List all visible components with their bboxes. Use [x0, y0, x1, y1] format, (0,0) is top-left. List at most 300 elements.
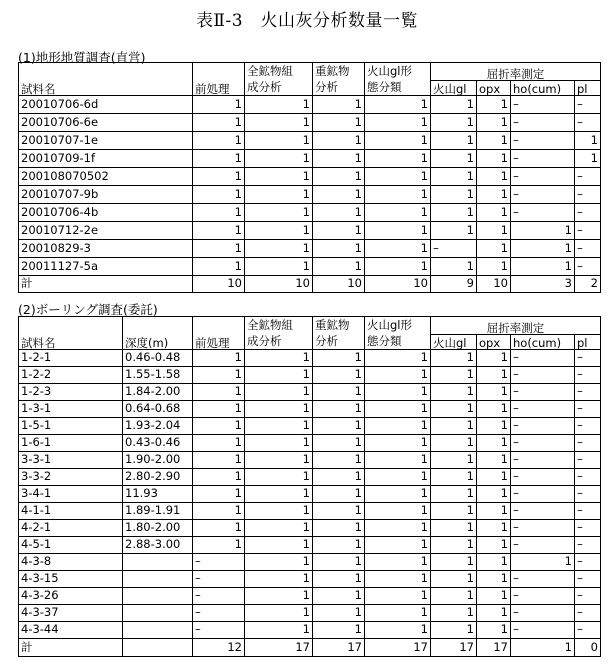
cell-heavy-mineral: 1: [313, 469, 365, 486]
cell-total-mineral: 1: [245, 367, 313, 384]
cell-total-mineral: 1: [245, 554, 313, 571]
cell-sample-name: 4-3-44: [19, 622, 123, 639]
header-opx: opx: [477, 335, 511, 350]
cell-volcanic-glass: 1: [431, 150, 477, 168]
cell-pretreatment: 1: [193, 469, 245, 486]
cell-depth: 0.64-0.68: [123, 401, 193, 418]
cell-glass-morphology: 1: [365, 486, 431, 503]
cell-sample-name: 4-3-26: [19, 588, 123, 605]
cell-pl: –: [575, 114, 601, 132]
cell-pretreatment: –: [193, 571, 245, 588]
table-row: [19, 96, 601, 114]
cell-depth: 2.80-2.90: [123, 469, 193, 486]
cell-volcanic-glass: 1: [431, 588, 477, 605]
cell-ho-cum: –: [511, 401, 575, 418]
cell-volcanic-glass: 1: [431, 401, 477, 418]
header-pretreatment: 前処理: [193, 317, 245, 350]
cell-pl: –: [575, 622, 601, 639]
table-row: [19, 222, 601, 240]
cell-glass-morphology: 1: [365, 258, 431, 276]
cell-volcanic-glass: 1: [431, 222, 477, 240]
cell-ho-cum: –: [511, 486, 575, 503]
cell-volcanic-glass: 1: [431, 418, 477, 435]
cell-ho-cum: –: [511, 114, 575, 132]
cell-depth: 1.84-2.00: [123, 384, 193, 401]
cell-heavy-mineral: 1: [313, 486, 365, 503]
table-row: [19, 418, 601, 435]
cell-volcanic-glass: 1: [431, 605, 477, 622]
cell-volcanic-glass: –: [431, 240, 477, 258]
cell-ho-cum: –: [511, 186, 575, 204]
cell-ho-cum: –: [511, 503, 575, 520]
table-boring-survey: [18, 316, 601, 657]
cell-opx: 17: [477, 639, 511, 657]
cell-ho-cum: –: [511, 435, 575, 452]
cell-volcanic-glass: 1: [431, 132, 477, 150]
cell-depth: 0.43-0.46: [123, 435, 193, 452]
cell-total-mineral: 1: [245, 622, 313, 639]
cell-ho-cum: 1: [511, 222, 575, 240]
cell-total-mineral: 1: [245, 186, 313, 204]
cell-glass-morphology: 17: [365, 639, 431, 657]
cell-ho-cum: –: [511, 520, 575, 537]
cell-total-mineral: 1: [245, 452, 313, 469]
cell-glass-morphology: 1: [365, 132, 431, 150]
cell-pretreatment: –: [193, 554, 245, 571]
cell-total-mineral: 1: [245, 486, 313, 503]
cell-pretreatment: 1: [193, 435, 245, 452]
table-row: [19, 503, 601, 520]
cell-glass-morphology: 1: [365, 554, 431, 571]
table-row: [19, 588, 601, 605]
cell-heavy-mineral: 1: [313, 503, 365, 520]
table-row: [19, 114, 601, 132]
cell-pretreatment: –: [193, 622, 245, 639]
cell-pl: –: [575, 350, 601, 367]
cell-total-mineral: 1: [245, 168, 313, 186]
cell-depth: [123, 588, 193, 605]
total-row: [19, 639, 601, 657]
cell-depth: 0.46-0.48: [123, 350, 193, 367]
cell-opx: 1: [477, 350, 511, 367]
cell-ho-cum: 1: [511, 554, 575, 571]
cell-pretreatment: 1: [193, 240, 245, 258]
cell-pl: –: [575, 469, 601, 486]
cell-glass-morphology: 1: [365, 605, 431, 622]
cell-ho-cum: 1: [511, 639, 575, 657]
cell-pretreatment: 1: [193, 486, 245, 503]
cell-volcanic-glass: 1: [431, 469, 477, 486]
header-heavy-mineral: 重鉱物 分析: [313, 317, 365, 350]
cell-pretreatment: 1: [193, 401, 245, 418]
table-row: [19, 401, 601, 418]
cell-sample-name: 1-6-1: [19, 435, 123, 452]
cell-total-mineral: 1: [245, 222, 313, 240]
cell-pl: –: [575, 204, 601, 222]
cell-opx: 1: [477, 554, 511, 571]
cell-pretreatment: 1: [193, 222, 245, 240]
cell-opx: 1: [477, 132, 511, 150]
cell-glass-morphology: 1: [365, 503, 431, 520]
cell-depth: 1.93-2.04: [123, 418, 193, 435]
table-row: [19, 350, 601, 367]
cell-volcanic-glass: 1: [431, 452, 477, 469]
cell-depth: 1.55-1.58: [123, 367, 193, 384]
cell-pretreatment: 1: [193, 96, 245, 114]
cell-pretreatment: 1: [193, 204, 245, 222]
cell-heavy-mineral: 1: [313, 571, 365, 588]
cell-pl: –: [575, 452, 601, 469]
cell-total-mineral: 10: [245, 276, 313, 293]
cell-pl: –: [575, 258, 601, 276]
cell-ho-cum: –: [511, 204, 575, 222]
cell-sample-name: 4-1-1: [19, 503, 123, 520]
cell-ho-cum: –: [511, 605, 575, 622]
cell-sample-name: 1-5-1: [19, 418, 123, 435]
cell-pl: –: [575, 222, 601, 240]
cell-total-mineral: 1: [245, 258, 313, 276]
cell-heavy-mineral: 1: [313, 537, 365, 554]
cell-heavy-mineral: 1: [313, 452, 365, 469]
cell-opx: 1: [477, 452, 511, 469]
cell-opx: 1: [477, 503, 511, 520]
cell-opx: 1: [477, 486, 511, 503]
cell-total-mineral: 1: [245, 435, 313, 452]
total-row: [19, 276, 601, 293]
cell-volcanic-glass: 1: [431, 114, 477, 132]
table-row: [19, 435, 601, 452]
cell-sample-name: 計: [19, 639, 123, 657]
table-row: [19, 520, 601, 537]
header-glass-morphology: 火山gl形 態分類: [365, 63, 431, 96]
cell-opx: 1: [477, 588, 511, 605]
table-row: [19, 452, 601, 469]
cell-pl: –: [575, 605, 601, 622]
cell-volcanic-glass: 17: [431, 639, 477, 657]
cell-total-mineral: 17: [245, 639, 313, 657]
cell-sample-name: 20010706-6d: [19, 96, 193, 114]
cell-depth: 1.89-1.91: [123, 503, 193, 520]
cell-volcanic-glass: 1: [431, 435, 477, 452]
cell-heavy-mineral: 1: [313, 204, 365, 222]
cell-pretreatment: 1: [193, 132, 245, 150]
cell-total-mineral: 1: [245, 469, 313, 486]
cell-opx: 1: [477, 222, 511, 240]
cell-volcanic-glass: 1: [431, 204, 477, 222]
cell-depth: [123, 571, 193, 588]
cell-volcanic-glass: 1: [431, 96, 477, 114]
cell-sample-name: 20010706-6e: [19, 114, 193, 132]
cell-glass-morphology: 1: [365, 537, 431, 554]
cell-volcanic-glass: 1: [431, 486, 477, 503]
cell-volcanic-glass: 1: [431, 537, 477, 554]
cell-ho-cum: –: [511, 384, 575, 401]
table-row: [19, 186, 601, 204]
cell-pretreatment: –: [193, 588, 245, 605]
header-ho-cum: ho(cum): [511, 81, 575, 96]
cell-volcanic-glass: 1: [431, 554, 477, 571]
cell-pretreatment: 10: [193, 276, 245, 293]
cell-heavy-mineral: 1: [313, 132, 365, 150]
cell-total-mineral: 1: [245, 384, 313, 401]
cell-heavy-mineral: 1: [313, 418, 365, 435]
cell-volcanic-glass: 1: [431, 350, 477, 367]
cell-glass-morphology: 1: [365, 204, 431, 222]
table-row: [19, 605, 601, 622]
cell-glass-morphology: 1: [365, 520, 431, 537]
cell-glass-morphology: 1: [365, 222, 431, 240]
cell-heavy-mineral: 1: [313, 605, 365, 622]
table-row: [19, 554, 601, 571]
cell-sample-name: 4-3-15: [19, 571, 123, 588]
cell-heavy-mineral: 1: [313, 150, 365, 168]
cell-depth: [123, 554, 193, 571]
cell-pretreatment: 1: [193, 114, 245, 132]
header-opx: opx: [477, 81, 511, 96]
cell-pl: –: [575, 486, 601, 503]
cell-ho-cum: –: [511, 168, 575, 186]
cell-volcanic-glass: 1: [431, 622, 477, 639]
cell-total-mineral: 1: [245, 150, 313, 168]
cell-heavy-mineral: 1: [313, 222, 365, 240]
cell-heavy-mineral: 1: [313, 367, 365, 384]
cell-sample-name: 1-2-2: [19, 367, 123, 384]
cell-opx: 1: [477, 401, 511, 418]
cell-glass-morphology: 1: [365, 168, 431, 186]
cell-opx: 1: [477, 622, 511, 639]
cell-pretreatment: 1: [193, 168, 245, 186]
cell-glass-morphology: 1: [365, 401, 431, 418]
cell-pl: 1: [575, 150, 601, 168]
cell-pl: –: [575, 186, 601, 204]
cell-glass-morphology: 1: [365, 452, 431, 469]
cell-glass-morphology: 1: [365, 186, 431, 204]
cell-pl: 0: [575, 639, 601, 657]
cell-glass-morphology: 1: [365, 114, 431, 132]
cell-opx: 1: [477, 96, 511, 114]
cell-opx: 1: [477, 367, 511, 384]
cell-depth: [123, 639, 193, 657]
cell-opx: 1: [477, 605, 511, 622]
cell-pretreatment: 1: [193, 350, 245, 367]
cell-volcanic-glass: 1: [431, 571, 477, 588]
cell-heavy-mineral: 1: [313, 350, 365, 367]
cell-sample-name: 20010712-2e: [19, 222, 193, 240]
cell-depth: [123, 605, 193, 622]
cell-pl: –: [575, 367, 601, 384]
cell-total-mineral: 1: [245, 350, 313, 367]
header-refraction: 屈折率測定: [431, 317, 601, 335]
header-glass-morphology: 火山gl形 態分類: [365, 317, 431, 350]
cell-ho-cum: –: [511, 150, 575, 168]
cell-opx: 1: [477, 114, 511, 132]
table-row: [19, 150, 601, 168]
cell-volcanic-glass: 1: [431, 258, 477, 276]
table-row: [19, 258, 601, 276]
header-pl: pl: [575, 81, 601, 96]
cell-sample-name: 20010707-9b: [19, 186, 193, 204]
cell-heavy-mineral: 1: [313, 588, 365, 605]
cell-glass-morphology: 10: [365, 276, 431, 293]
cell-ho-cum: –: [511, 622, 575, 639]
cell-opx: 1: [477, 384, 511, 401]
cell-pretreatment: 1: [193, 150, 245, 168]
cell-volcanic-glass: 9: [431, 276, 477, 293]
cell-glass-morphology: 1: [365, 384, 431, 401]
cell-pl: –: [575, 168, 601, 186]
table-row: [19, 571, 601, 588]
cell-ho-cum: –: [511, 367, 575, 384]
header-ho-cum: ho(cum): [511, 335, 575, 350]
header-refraction: 屈折率測定: [431, 63, 601, 81]
cell-glass-morphology: 1: [365, 367, 431, 384]
cell-pl: –: [575, 384, 601, 401]
table-row: [19, 367, 601, 384]
cell-sample-name: 20010829-3: [19, 240, 193, 258]
cell-sample-name: 4-3-8: [19, 554, 123, 571]
cell-pretreatment: 1: [193, 384, 245, 401]
cell-opx: 10: [477, 276, 511, 293]
cell-sample-name: 20010706-4b: [19, 204, 193, 222]
cell-glass-morphology: 1: [365, 418, 431, 435]
cell-pl: –: [575, 571, 601, 588]
cell-heavy-mineral: 17: [313, 639, 365, 657]
table-row: [19, 240, 601, 258]
cell-pretreatment: 1: [193, 258, 245, 276]
header-sample: 試料名: [19, 317, 123, 350]
cell-heavy-mineral: 1: [313, 96, 365, 114]
cell-sample-name: 4-2-1: [19, 520, 123, 537]
cell-heavy-mineral: 1: [313, 114, 365, 132]
cell-glass-morphology: 1: [365, 622, 431, 639]
cell-opx: 1: [477, 469, 511, 486]
cell-pl: 2: [575, 276, 601, 293]
cell-total-mineral: 1: [245, 96, 313, 114]
cell-heavy-mineral: 1: [313, 520, 365, 537]
cell-pl: –: [575, 96, 601, 114]
header-pretreatment: 前処理: [193, 63, 245, 96]
cell-opx: 1: [477, 520, 511, 537]
cell-pretreatment: 1: [193, 503, 245, 520]
cell-sample-name: 200108070502: [19, 168, 193, 186]
cell-pl: –: [575, 418, 601, 435]
cell-opx: 1: [477, 186, 511, 204]
cell-ho-cum: –: [511, 96, 575, 114]
header-volcanic-glass: 火山gl: [431, 81, 477, 96]
cell-total-mineral: 1: [245, 605, 313, 622]
table-row: [19, 168, 601, 186]
table-row: [19, 132, 601, 150]
header-total-mineral: 全鉱物組 成分析: [245, 317, 313, 350]
cell-heavy-mineral: 1: [313, 554, 365, 571]
cell-ho-cum: –: [511, 588, 575, 605]
header-pl: pl: [575, 335, 601, 350]
cell-sample-name: 3-4-1: [19, 486, 123, 503]
cell-opx: 1: [477, 204, 511, 222]
cell-sample-name: 1-2-1: [19, 350, 123, 367]
cell-pl: –: [575, 503, 601, 520]
cell-heavy-mineral: 1: [313, 384, 365, 401]
cell-ho-cum: –: [511, 350, 575, 367]
cell-pl: –: [575, 520, 601, 537]
cell-total-mineral: 1: [245, 204, 313, 222]
cell-glass-morphology: 1: [365, 150, 431, 168]
cell-pretreatment: 1: [193, 418, 245, 435]
page-title: 表Ⅱ-3 火山灰分析数量一覧: [195, 11, 419, 31]
cell-heavy-mineral: 1: [313, 258, 365, 276]
cell-ho-cum: –: [511, 571, 575, 588]
table-row: [19, 537, 601, 554]
cell-heavy-mineral: 1: [313, 435, 365, 452]
header-depth: 深度(m): [123, 317, 193, 350]
cell-pl: –: [575, 588, 601, 605]
cell-heavy-mineral: 1: [313, 622, 365, 639]
table-row: [19, 204, 601, 222]
cell-pl: 1: [575, 132, 601, 150]
cell-total-mineral: 1: [245, 401, 313, 418]
cell-ho-cum: –: [511, 537, 575, 554]
cell-opx: 1: [477, 240, 511, 258]
cell-depth: 2.88-3.00: [123, 537, 193, 554]
cell-sample-name: 20011127-5a: [19, 258, 193, 276]
cell-heavy-mineral: 1: [313, 168, 365, 186]
cell-total-mineral: 1: [245, 132, 313, 150]
table-field-survey: [18, 62, 601, 293]
cell-opx: 1: [477, 258, 511, 276]
cell-depth: [123, 622, 193, 639]
cell-glass-morphology: 1: [365, 588, 431, 605]
cell-pl: –: [575, 240, 601, 258]
cell-sample-name: 3-3-1: [19, 452, 123, 469]
cell-volcanic-glass: 1: [431, 367, 477, 384]
header-total-mineral: 全鉱物組 成分析: [245, 63, 313, 96]
cell-pretreatment: 1: [193, 537, 245, 554]
cell-volcanic-glass: 1: [431, 168, 477, 186]
cell-depth: 11.93: [123, 486, 193, 503]
cell-heavy-mineral: 10: [313, 276, 365, 293]
table-row: [19, 384, 601, 401]
cell-sample-name: 計: [19, 276, 193, 293]
cell-sample-name: 1-2-3: [19, 384, 123, 401]
table-row: [19, 486, 601, 503]
cell-sample-name: 4-5-1: [19, 537, 123, 554]
cell-opx: 1: [477, 435, 511, 452]
cell-sample-name: 1-3-1: [19, 401, 123, 418]
cell-volcanic-glass: 1: [431, 520, 477, 537]
cell-total-mineral: 1: [245, 418, 313, 435]
cell-pl: –: [575, 435, 601, 452]
cell-opx: 1: [477, 418, 511, 435]
cell-pretreatment: 1: [193, 520, 245, 537]
cell-glass-morphology: 1: [365, 435, 431, 452]
cell-glass-morphology: 1: [365, 240, 431, 258]
cell-heavy-mineral: 1: [313, 240, 365, 258]
header-heavy-mineral: 重鉱物 分析: [313, 63, 365, 96]
header-sample: 試料名: [19, 63, 193, 96]
table-row: [19, 469, 601, 486]
header-volcanic-glass: 火山gl: [431, 335, 477, 350]
cell-sample-name: 3-3-2: [19, 469, 123, 486]
cell-ho-cum: –: [511, 418, 575, 435]
table-row: [19, 622, 601, 639]
cell-pretreatment: 1: [193, 452, 245, 469]
cell-total-mineral: 1: [245, 503, 313, 520]
cell-volcanic-glass: 1: [431, 503, 477, 520]
cell-pretreatment: 12: [193, 639, 245, 657]
cell-pl: –: [575, 401, 601, 418]
cell-opx: 1: [477, 537, 511, 554]
cell-ho-cum: –: [511, 132, 575, 150]
